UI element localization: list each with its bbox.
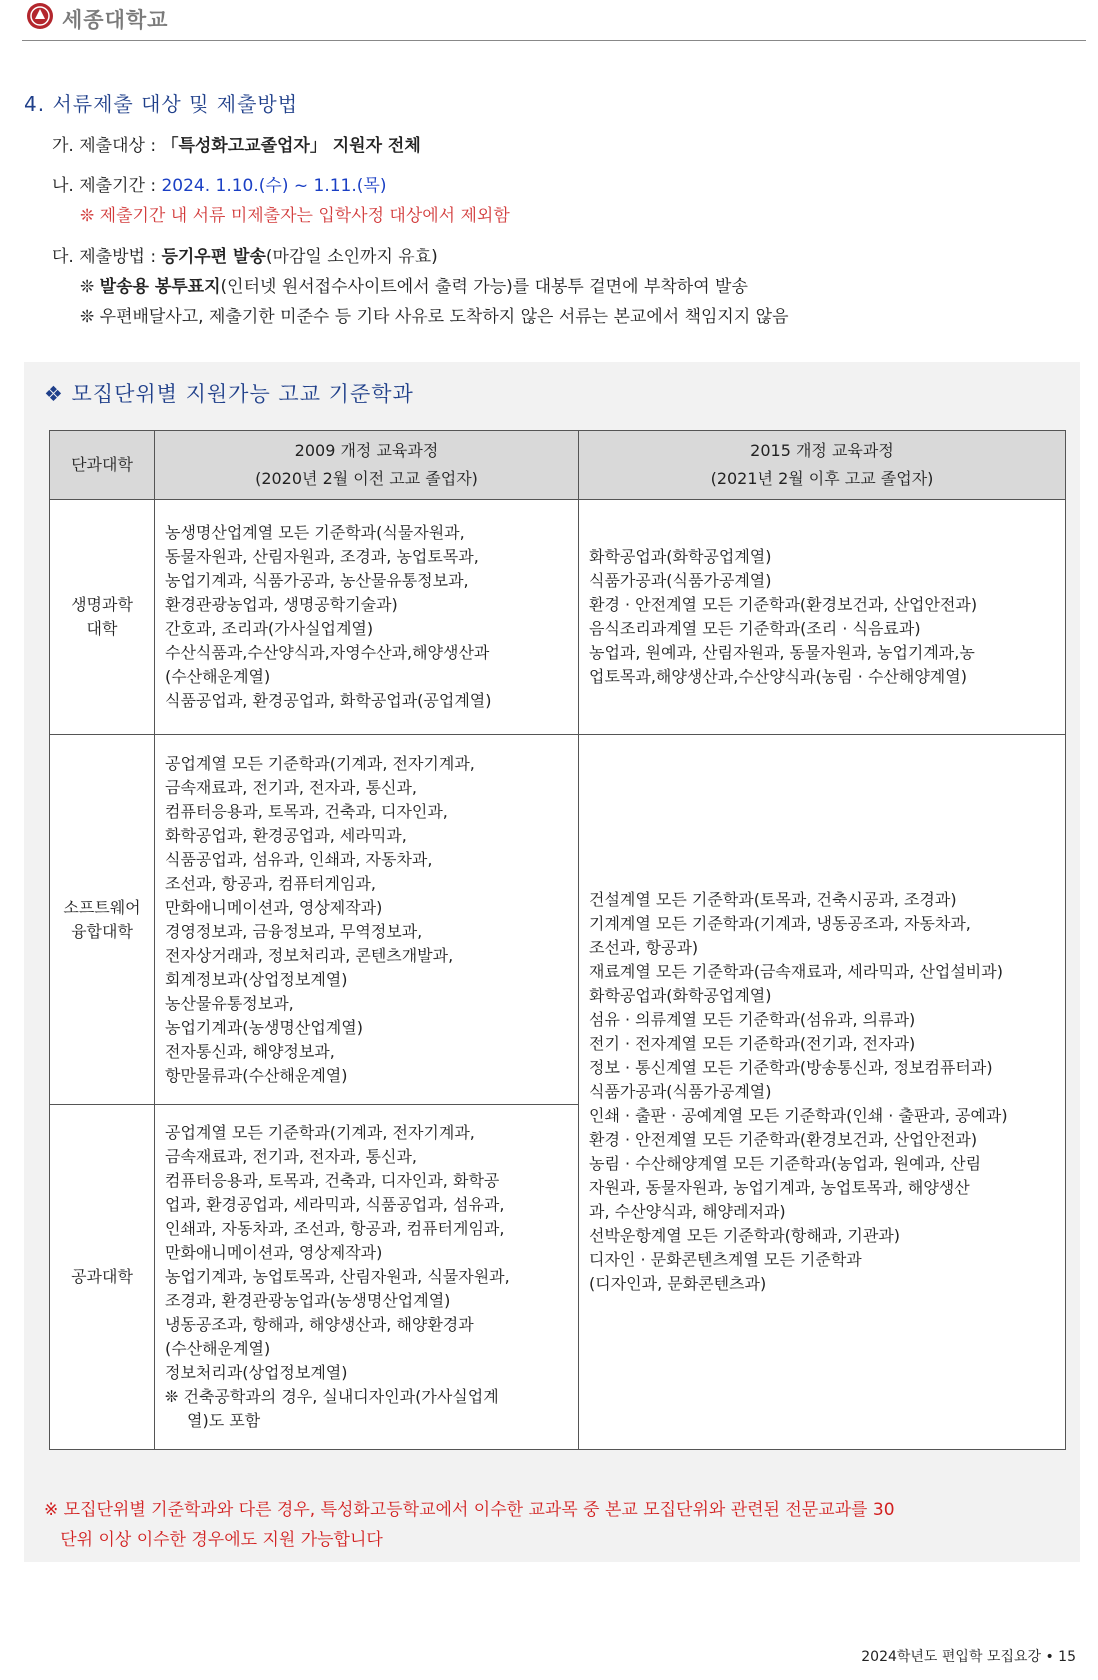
header-2015: 2015 개정 교육과정 (2021년 2월 이후 고교 졸업자) bbox=[579, 431, 1066, 500]
page-footer: 2024학년도 편입학 모집요강 • 15 bbox=[861, 1649, 1076, 1665]
university-logo-icon bbox=[26, 2, 54, 30]
submission-method: 다. 제출방법 : 등기우편 발송(마감일 소인까지 유효) bbox=[52, 247, 438, 267]
header-college: 단과대학 bbox=[50, 431, 155, 500]
college-cell: 생명과학 대학 bbox=[50, 500, 155, 735]
curriculum-2009-cell: 공업계열 모든 기준학과(기계과, 전자기계과, 금속재료과, 전기과, 전자과, 통신과, 컴퓨터응용과, 토목과, 건축과, 디자인과, 화학공업과, 환경공업과, 세라믹과, 식품공업과, 섬유과, 인쇄과, 자동차과, 조선과, 항공과, 컴퓨터게임과, 만화애니메이션과, 영상제작과) 경영정보과, 금융정보과, 무역정보과, 전자상거래과, 정보처리과, 콘텐츠개발과, 회계정보과(상업정보계열) 농산물유통정보과, 농업기계과(농생명산업계열) 전자통신과, 해양정보과, 항만물류과(수산해운계열) bbox=[155, 735, 579, 1105]
college-cell: 공과대학 bbox=[50, 1105, 155, 1450]
curriculum-2015-shared-cell: 건설계열 모든 기준학과(토목과, 건축시공과, 조경과) 기계계열 모든 기준학과(기계과, 냉동공조과, 자동차과, 조선과, 항공과) 재료계열 모든 기준학과(금속재료과, 세라믹과, 산업설비과) 화학공업과(화학공업계열) 섬유 · 의류계열 모든 기준학과(섬유과, 의류과) 전기 · 전자계열 모든 기준학과(전기과, 전자과) 정보 · 통신계열 모든 기준학과(방송통신과, 정보컴퓨터과) 식품가공과(식품가공계열) 인쇄 · 출판 · 공예계열 모든 기준학과(인쇄 · 출판과, 공예과) 환경 · 안전계열 모든 기준학과(환경보건과, 산업안전과) 농림 · 수산해양계열 모든 기준학과(농업과, 원예과, 산림 자원과, 동물자원과, 농업기계과, 농업토목과, 해양생산 과, 수산양식과, 해양레저과) 선박운항계열 모든 기준학과(항해과, 기관과) 디자인 · 문화콘텐츠계열 모든 기준학과 (디자인과, 문화콘텐츠과) bbox=[579, 735, 1066, 1450]
curriculum-2009-cell: 농생명산업계열 모든 기준학과(식물자원과, 동물자원과, 산림자원과, 조경과, 농업토목과, 농업기계과, 식품가공과, 농산물유통정보과, 환경관광농업과, 생명공학기술과) 간호과, 조리과(가사실업계열) 수산식품과,수산양식과,자영수산과,해양생산과 (수산해운계열) 식품공업과, 환경공업과, 화학공업과(공업계열) bbox=[155, 500, 579, 735]
college-cell: 소프트웨어 융합대학 bbox=[50, 735, 155, 1105]
submission-period: 나. 제출기간 : 2024. 1.10.(수) ~ 1.11.(목) bbox=[52, 176, 387, 196]
submission-method-note-2: ❊ 우편배달사고, 제출기한 미준수 등 기타 사유로 도착하지 않은 서류는 본교에서 책임지지 않음 bbox=[80, 307, 789, 327]
table-row bbox=[50, 735, 1066, 1105]
submission-method-note-1: ❊ 발송용 봉투표지(인터넷 원서접수사이트에서 출력 가능)를 대봉투 겉면에 부착하여 발송 bbox=[80, 277, 748, 297]
page-header bbox=[22, 0, 1086, 41]
university-name: 세종대학교 bbox=[62, 8, 169, 32]
submission-target: 가. 제출대상 : 「특성화고교졸업자」 지원자 전체 bbox=[52, 136, 421, 156]
submission-period-note: ❊ 제출기간 내 서류 미제출자는 입학사정 대상에서 제외함 bbox=[80, 206, 510, 226]
curriculum-2009-cell: 공업계열 모든 기준학과(기계과, 전자기계과, 금속재료과, 전기과, 전자과, 통신과, 컴퓨터응용과, 토목과, 건축과, 디자인과, 화학공 업과, 환경공업과, 세라믹과, 식품공업과, 섬유과, 인쇄과, 자동차과, 조선과, 항공과, 컴퓨터게임과, 만화애니메이션과, 영상제작과) 농업기계과, 농업토목과, 산림자원과, 식물자원과, 조경과, 환경관광농업과(농생명산업계열) 냉동공조과, 항해과, 해양생산과, 해양환경과 (수산해운계열) 정보처리과(상업정보계열) ❊ 건축공학과의 경우, 실내디자인과(가사실업계 열)도 포함 bbox=[155, 1105, 579, 1450]
eligible-departments-title: ❖ 모집단위별 지원가능 고교 기준학과 bbox=[44, 382, 414, 406]
eligible-departments-table bbox=[49, 430, 1066, 1450]
curriculum-2015-cell: 화학공업과(화학공업계열) 식품가공과(식품가공계열) 환경 · 안전계열 모든 기준학과(환경보건과, 산업안전과) 음식조리과계열 모든 기준학과(조리 · 식음료과) 농업과, 원예과, 산림자원과, 동물자원과, 농업기계과,농 업토목과,해양생산과,수산양식과(농림 · 수산해양계열) bbox=[579, 500, 1066, 735]
eligibility-note: ※ 모집단위별 기준학과와 다른 경우, 특성화고등학교에서 이수한 교과목 중 본교 모집단위와 관련된 전문교과를 30 단위 이상 이수한 경우에도 지원 가능합니다 bbox=[44, 1500, 895, 1550]
header-2009: 2009 개정 교육과정 (2020년 2월 이전 고교 졸업자) bbox=[155, 431, 579, 500]
table-header-row bbox=[50, 431, 1066, 500]
table-row bbox=[50, 500, 1066, 735]
section-title: 4. 서류제출 대상 및 제출방법 bbox=[24, 92, 299, 116]
